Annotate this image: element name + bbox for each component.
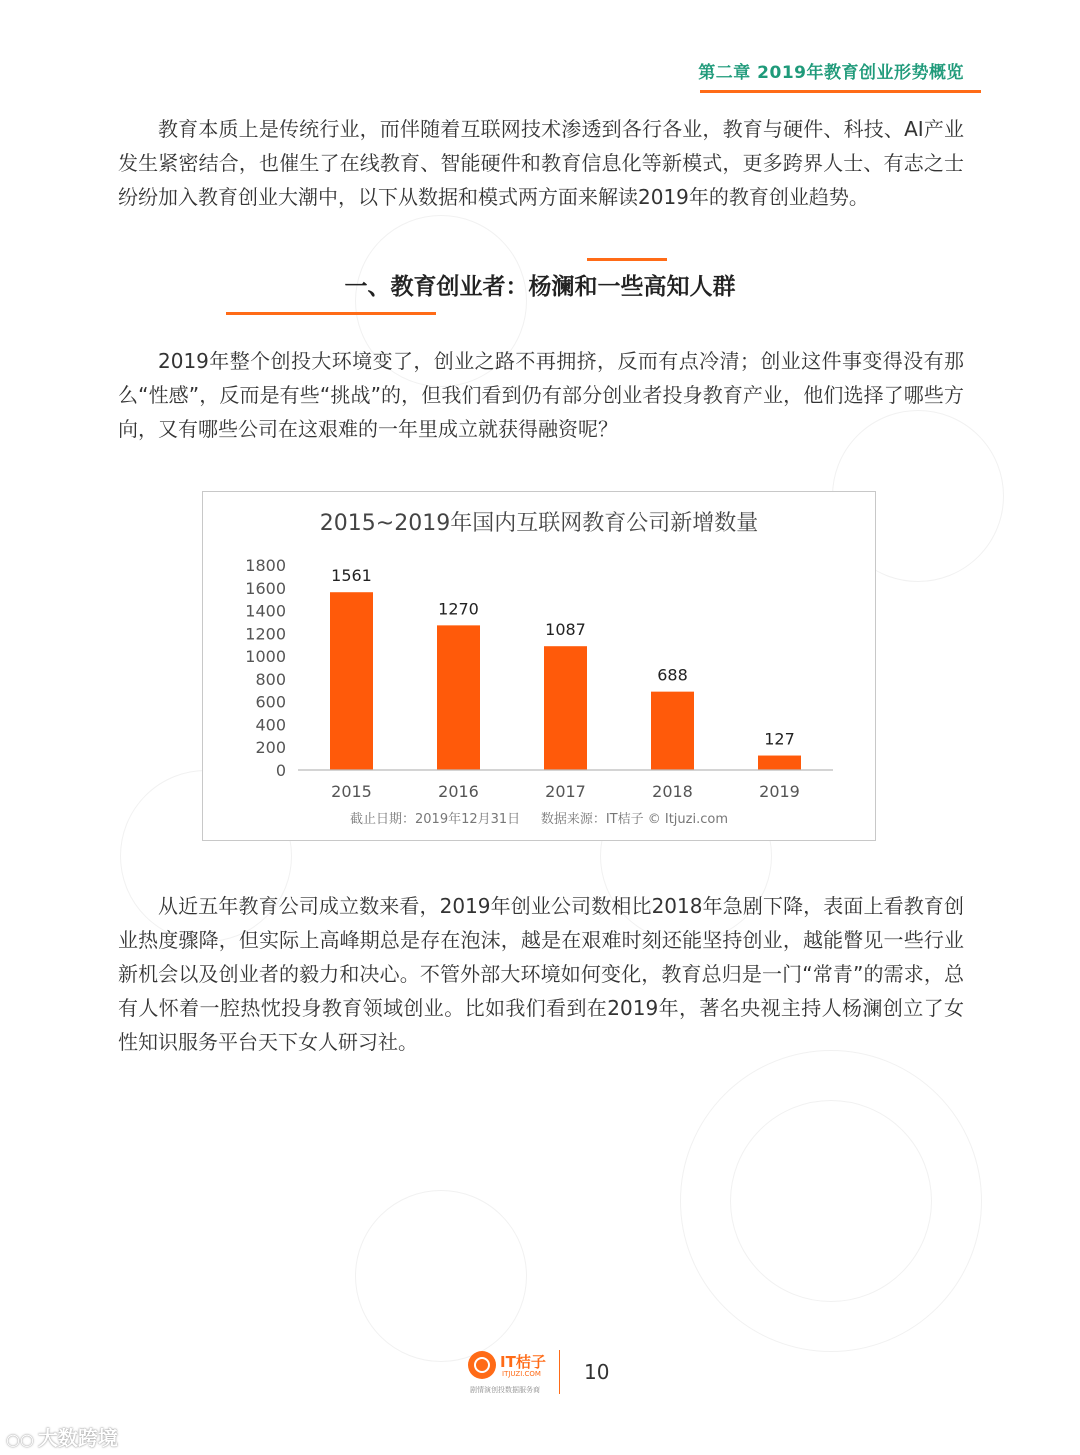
- section-paragraph: 2019年整个创投大环境变了，创业之路不再拥挤，反而有点冷清；创业这件事变得没有那么“性感”，反而是有些“挑战”的，但我们看到仍有部分创业者投身教育产业，他们选择了哪些方向，又有哪些公司在这艰难的一年里成立就获得融资呢？: [118, 349, 964, 441]
- analysis-paragraph: 从近五年教育公司成立数来看，2019年创业公司数相比2018年急剧下降，表面上看教育创业热度骤降，但实际上高峰期总是存在泡沫，越是在艰难时刻还能坚持创业，越能瞥见一些行业新机会以及创业者的毅力和决心。不管外部大环境如何变化，教育总归是一门“常青”的需求，总有人怀着一腔热忱投身教育领域创业。比如我们看到在2019年，著名央视主持人杨澜创立了女性知识服务平台天下女人研习社。: [118, 894, 964, 1054]
- footer-divider: [559, 1350, 560, 1394]
- bar-value-label: 1270: [438, 599, 479, 619]
- y-tick-label: 1000: [245, 647, 286, 667]
- y-tick-label: 1800: [245, 556, 286, 575]
- x-tick-label: 2019: [759, 782, 800, 801]
- corner-watermark: [6, 1422, 118, 1451]
- x-tick-label: 2016: [438, 782, 479, 801]
- intro-paragraph: 教育本质上是传统行业，而伴随着互联网技术渗透到各行各业，教育与硬件、科技、AI产业发生紧密结合，也催生了在线教育、智能硬件和教育信息化等新模式，更多跨界人士、有志之士纷纷加入教育创业大潮中，以下从数据和模式两方面来解读2019年的教育创业趋势。: [118, 117, 964, 209]
- y-tick-label: 1400: [245, 601, 286, 621]
- y-tick-label: 600: [255, 692, 286, 712]
- corner-watermark-text: 大数跨境: [37, 1426, 118, 1450]
- logo-subtext: ITJUZI.COM: [502, 1370, 541, 1378]
- section-rule-top: [587, 258, 667, 261]
- bar: [651, 692, 694, 770]
- bar-value-label: 1087: [545, 620, 586, 640]
- chart-footnote: 截止日期：2019年12月31日 数据来源：IT桔子 © Itjuzi.com: [350, 812, 728, 827]
- bar-chart-svg: [203, 492, 875, 840]
- bubbles-icon: ○○: [6, 1430, 34, 1449]
- bar-value-label: 688: [657, 665, 688, 685]
- bar-value-label: 1561: [331, 566, 372, 586]
- y-tick-label: 1200: [245, 624, 286, 644]
- y-tick-label: 200: [255, 738, 286, 758]
- watermark-circle: [355, 1190, 527, 1362]
- section-rule-bottom: [226, 312, 436, 315]
- bar: [437, 625, 480, 770]
- y-tick-label: 400: [255, 715, 286, 735]
- bar: [758, 756, 801, 770]
- logo-text: IT桔子: [500, 1353, 546, 1371]
- x-tick-label: 2018: [652, 782, 693, 801]
- header-underline: [700, 90, 981, 93]
- y-tick-label: 800: [255, 669, 286, 689]
- chapter-header: 第二章 2019年教育创业形势概览: [698, 63, 964, 83]
- bar-chart: [202, 491, 876, 841]
- page-number: 10: [584, 1360, 610, 1384]
- bar-value-label: 127: [764, 729, 795, 749]
- section-title: 一、教育创业者：杨澜和一些高知人群: [344, 274, 736, 300]
- logo-slogan: 剧情演创投数据服务商: [470, 1386, 540, 1394]
- bar: [544, 646, 587, 770]
- watermark-circle: [730, 1100, 932, 1302]
- bar: [330, 592, 373, 770]
- y-tick-label: 1600: [245, 578, 286, 598]
- y-tick-label: 0: [275, 761, 286, 780]
- footer-logo: [468, 1347, 552, 1397]
- x-tick-label: 2015: [331, 782, 372, 801]
- orange-slice-icon: [468, 1351, 496, 1379]
- chart-title: 2015~2019年国内互联网教育公司新增数量: [319, 511, 759, 536]
- x-tick-label: 2017: [545, 782, 586, 801]
